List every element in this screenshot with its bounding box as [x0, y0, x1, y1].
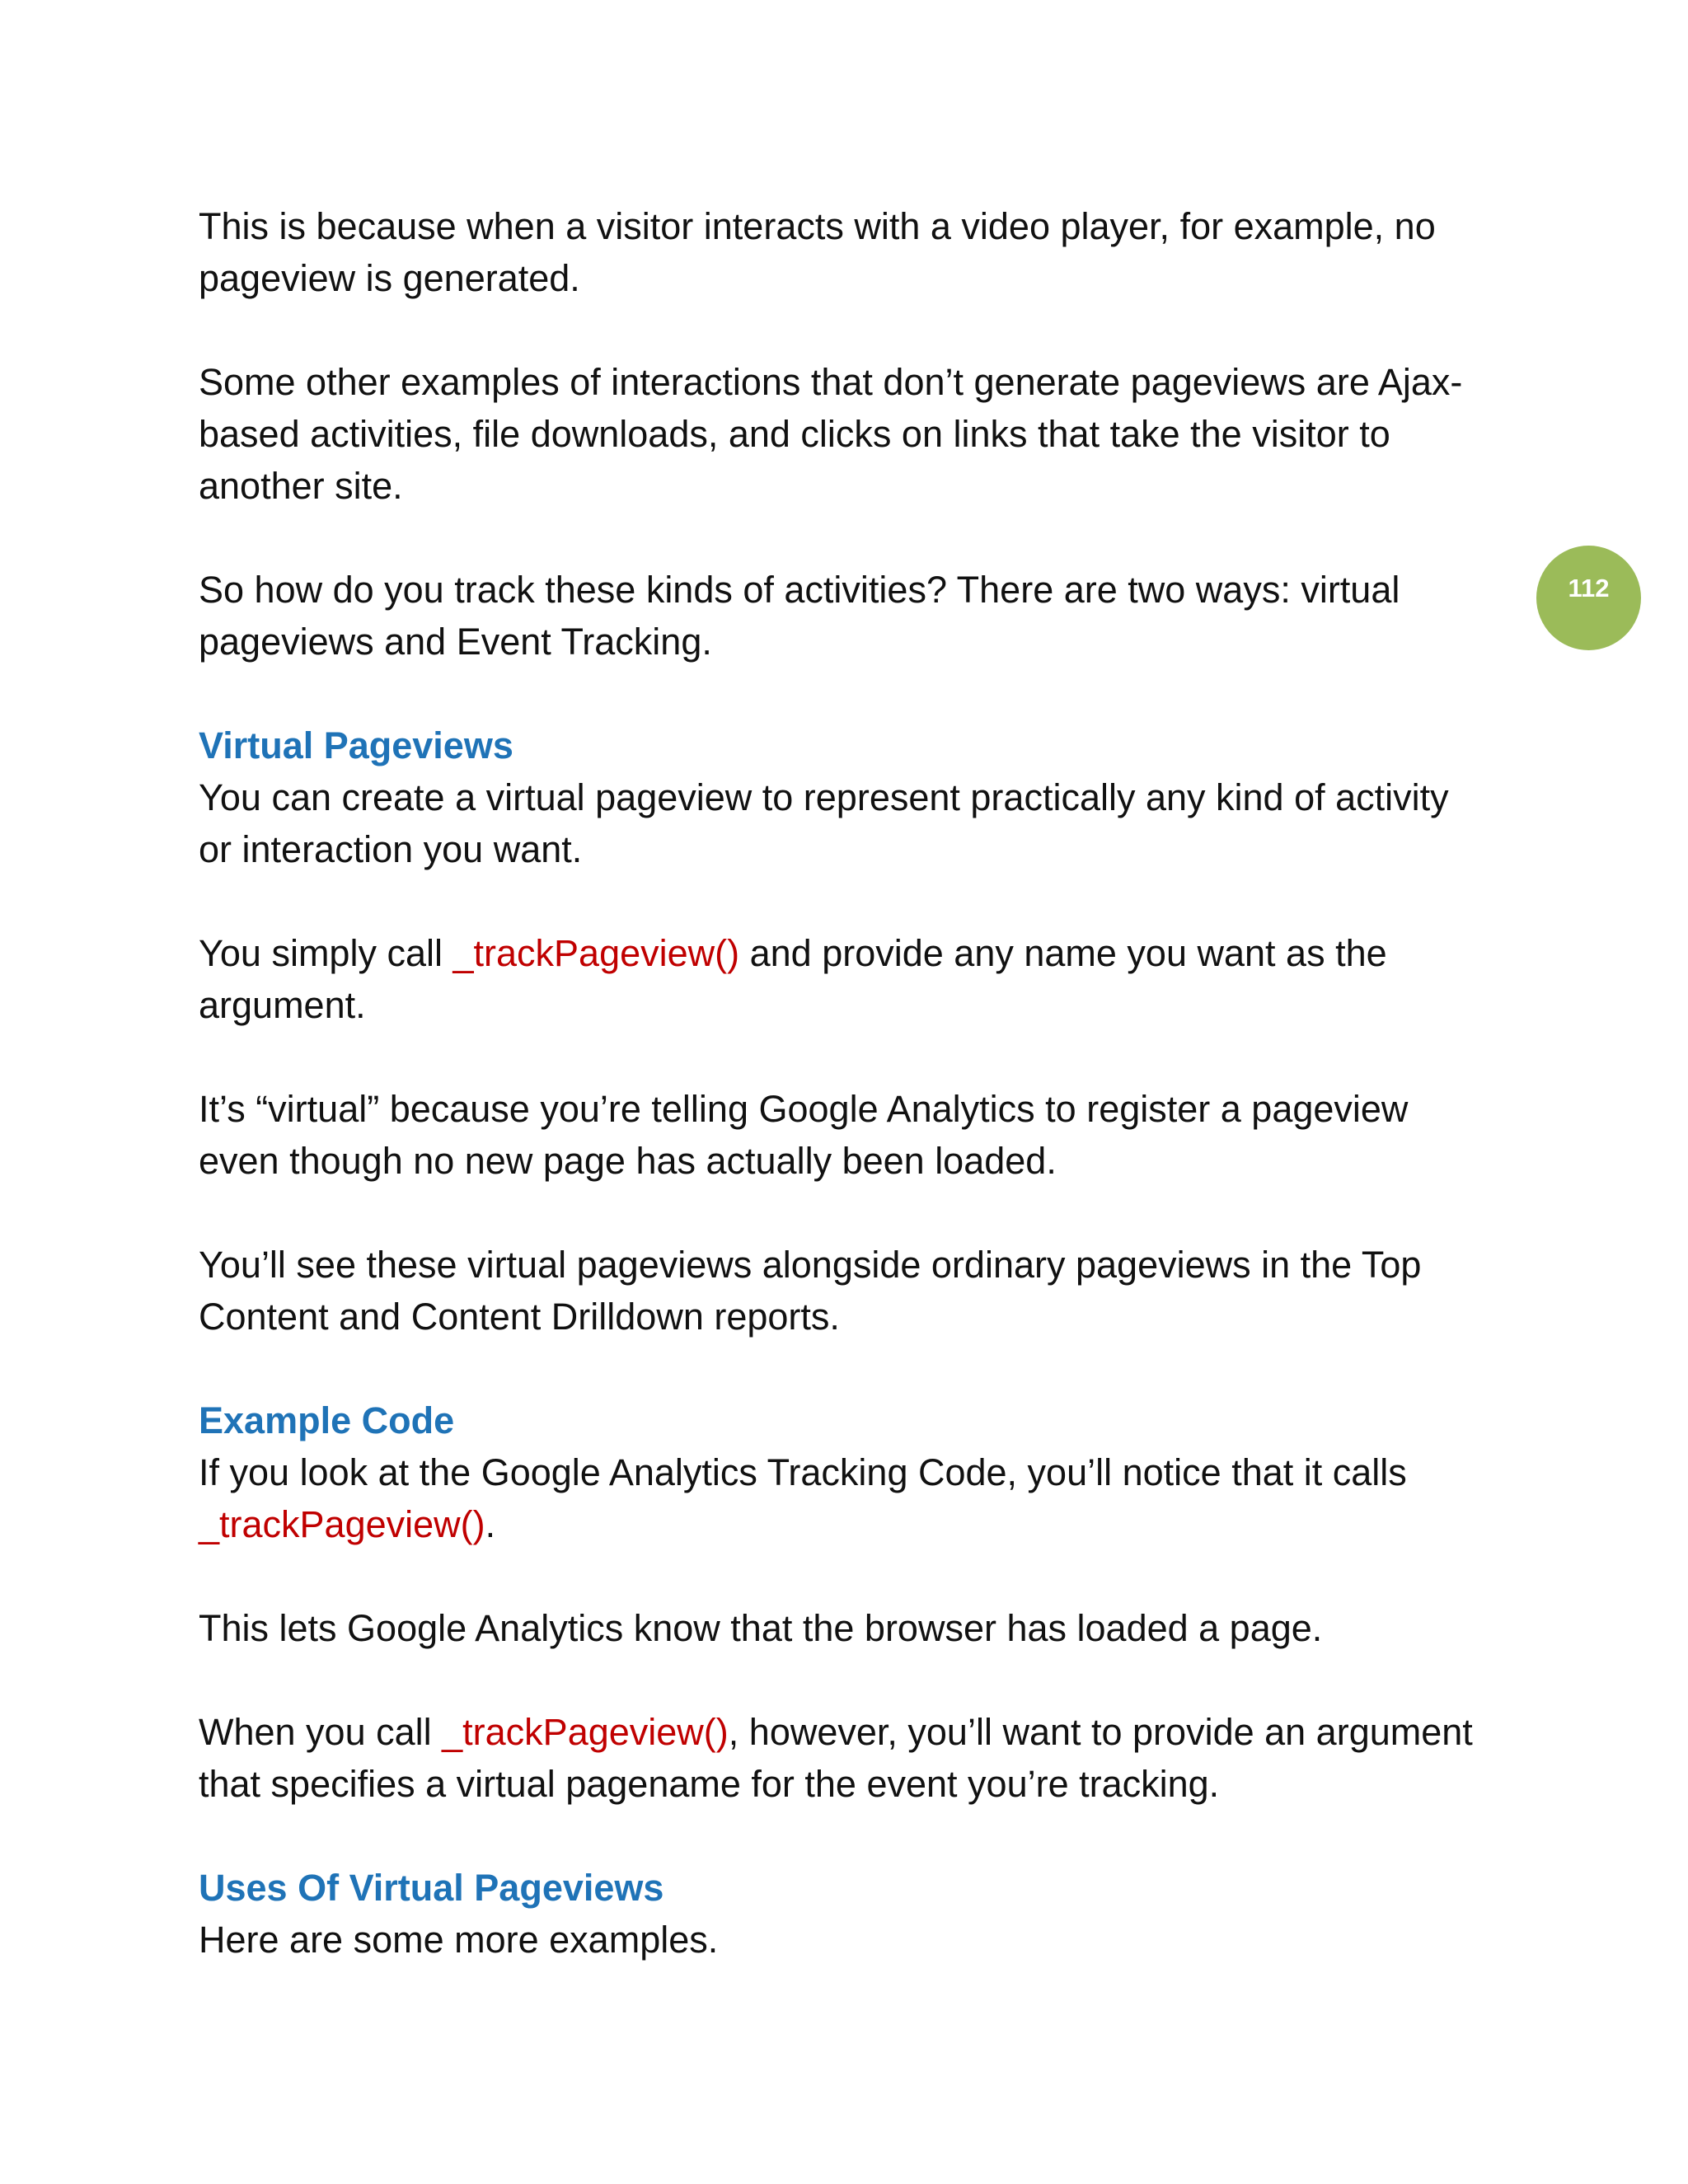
text-run: You simply call [199, 932, 453, 974]
inline-code: _trackPageview() [442, 1711, 729, 1753]
text-run: . [485, 1503, 496, 1545]
paragraph [199, 927, 1497, 1031]
inline-code: _trackPageview() [452, 932, 740, 974]
text-run: When you call [199, 1711, 443, 1753]
paragraph: This lets Google Analytics know that the browser has loaded a page. [199, 1607, 1323, 1649]
paragraph [199, 1706, 1497, 1810]
section-heading-uses-of-virtual-pageviews: Uses Of Virtual Pageviews [199, 1867, 664, 1909]
paragraph: You’ll see these virtual pageviews alongside ordinary pageviews in the Top Content and Content Drilldown reports. [199, 1244, 1422, 1338]
paragraph: So how do you track these kinds of activities? There are two ways: virtual pageviews and Event Tracking. [199, 569, 1400, 663]
paragraph: You can create a virtual pageview to represent practically any kind of activity or interaction you want. [199, 776, 1449, 870]
paragraph: Some other examples of interactions that don’t generate pageviews are Ajax-based activities, file downloads, and clicks on links that take the visitor to another site. [199, 361, 1463, 507]
section-heading-example-code: Example Code [199, 1399, 455, 1441]
document-body [199, 200, 1517, 1966]
paragraph: This is because when a visitor interacts with a video player, for example, no pageview is generated. [199, 205, 1436, 299]
paragraph: It’s “virtual” because you’re telling Google Analytics to register a pageview even though no new page has actually been loaded. [199, 1088, 1409, 1182]
section-heading-virtual-pageviews: Virtual Pageviews [199, 724, 513, 766]
inline-code: _trackPageview() [199, 1503, 485, 1545]
text-run: If you look at the Google Analytics Tracking Code, you’ll notice that it calls [199, 1451, 1407, 1493]
text-run: and provide any name you want as the argument. [199, 932, 1387, 1026]
paragraph [199, 1446, 1497, 1550]
page-number-badge: 112 [1536, 546, 1641, 650]
paragraph: Here are some more examples. [199, 1919, 719, 1961]
text-run: , however, you’ll want to provide an argument that specifies a virtual pagename for the event you’re tracking. [199, 1711, 1473, 1805]
